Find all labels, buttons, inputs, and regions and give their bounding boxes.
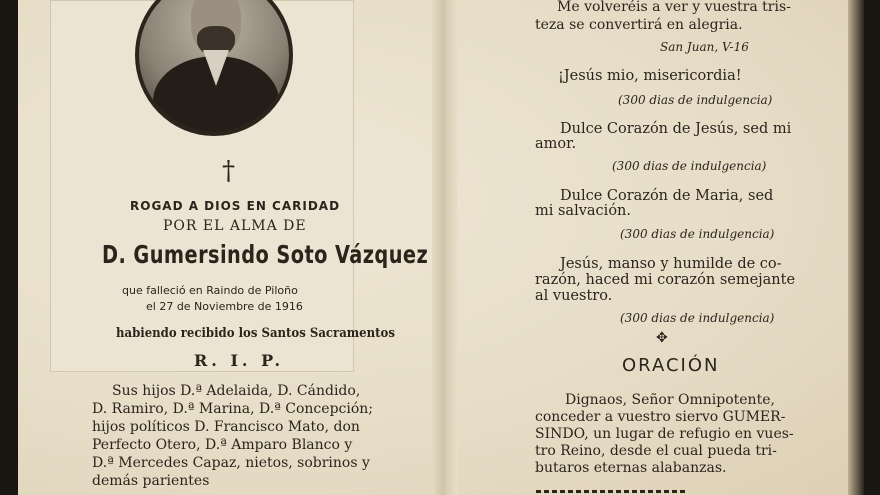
- family-line: demás parientes: [92, 473, 210, 489]
- quote-citation: San Juan, V-16: [660, 40, 749, 54]
- prayer-line: al vuestro.: [535, 288, 613, 304]
- prayer-line: Dulce Corazón de Jesús, sed mi: [560, 121, 792, 137]
- alma-heading: POR EL ALMA DE: [163, 218, 307, 234]
- death-place: que falleció en Raindo de Piloño: [122, 284, 298, 297]
- family-list: [92, 382, 374, 490]
- quote-line: Me volveréis a ver y vuestra tris-: [557, 0, 791, 15]
- ornament-icon: ✥: [656, 330, 668, 346]
- cross-icon: †: [222, 156, 235, 186]
- quote-line: teza se convertirá en alegria.: [535, 17, 743, 33]
- oracion-text: [535, 392, 794, 477]
- family-line: Perfecto Otero, D.ª Amparo Blanco y: [92, 437, 353, 453]
- prayer-line: razón, haced mi corazón semejante: [535, 272, 796, 288]
- card-edge: [848, 0, 864, 495]
- oracion-line: tro Reino, desde el cual pueda tri-: [535, 443, 777, 459]
- indulgence-note: (300 dias de indulgencia): [620, 311, 775, 325]
- oracion-line: conceder a vuestro siervo GUMER-: [535, 409, 786, 425]
- card-fold: [432, 0, 458, 495]
- prayer-line: mi salvación.: [535, 203, 631, 219]
- family-line: Sus hijos D.ª Adelaida, D. Cándido,: [112, 383, 361, 399]
- indulgence-note: (300 dias de indulgencia): [612, 159, 767, 173]
- rip-text: R. I. P.: [194, 351, 285, 370]
- oracion-line: butaros eternas alabanzas.: [535, 460, 727, 476]
- portrait-photo: [135, 0, 293, 136]
- oracion-line: SINDO, un lugar de refugio en vues-: [535, 426, 794, 442]
- prayer-line: amor.: [535, 136, 577, 152]
- gospel-quote: [535, 0, 813, 34]
- oracion-title: ORACIÓN: [622, 355, 720, 376]
- deceased-name: D. Gumersindo Soto Vázquez: [102, 240, 429, 269]
- oracion-line: Dignaos, Señor Omnipotente,: [565, 392, 775, 408]
- sacraments-line: habiendo recibido los Santos Sacramentos: [116, 326, 395, 341]
- rogad-heading: ROGAD A DIOS EN CARIDAD: [130, 199, 341, 213]
- family-line: D.ª Mercedes Capaz, nietos, sobrinos y: [92, 455, 370, 471]
- prayer-line: Dulce Corazón de Maria, sed: [560, 188, 774, 204]
- death-date: el 27 de Noviembre de 1916: [146, 300, 303, 313]
- bottom-rule: [536, 490, 686, 493]
- prayer-line: Jesús, manso y humilde de co-: [560, 256, 782, 272]
- indulgence-note: (300 dias de indulgencia): [618, 93, 773, 107]
- family-line: D. Ramiro, D.ª Marina, D.ª Concepción;: [92, 401, 374, 417]
- indulgence-note: (300 dias de indulgencia): [620, 227, 775, 241]
- prayer-line: ¡Jesús mio, misericordia!: [558, 68, 742, 84]
- family-line: hijos políticos D. Francisco Mato, don: [92, 419, 360, 435]
